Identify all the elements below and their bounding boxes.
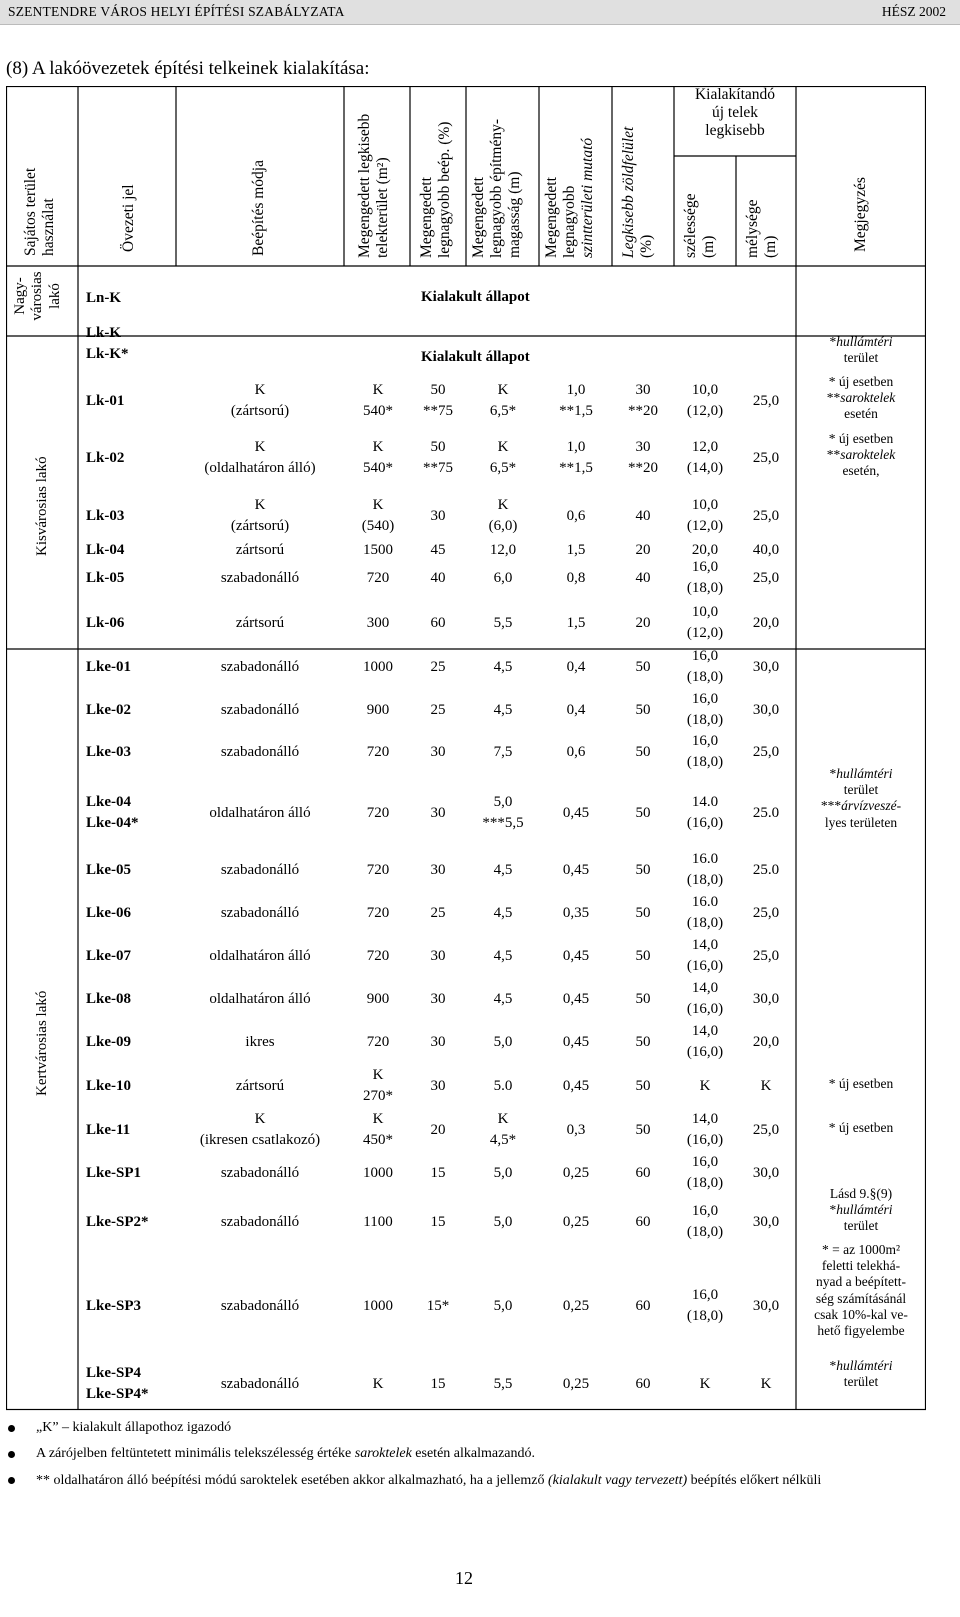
cell-w: 14,0 (16,0): [686, 980, 724, 1017]
cell-zone: Lk-01: [86, 392, 125, 409]
cell-d: 30,0: [752, 1213, 780, 1230]
cell-w: 14,0 (16,0): [686, 937, 724, 974]
cell-h: 5,0: [493, 1213, 513, 1230]
cell-lot: 1000: [363, 658, 393, 675]
cell-h: 5,0: [493, 1297, 513, 1314]
cell-zone: Lke-09: [86, 1033, 131, 1050]
cell-mode: szabadonálló: [220, 701, 300, 718]
cell-lot: 720: [366, 904, 390, 921]
cell-zone: Lk-04: [86, 541, 125, 558]
remark-block: * új esetben: [828, 1120, 894, 1135]
cell-mode: oldalhatáron álló: [209, 804, 311, 821]
cell-d: 30,0: [752, 1164, 780, 1181]
cell-mode: oldalhatáron álló: [209, 990, 311, 1007]
cell-d: 40,0: [752, 541, 780, 558]
cell-h: 4,5: [493, 990, 513, 1007]
cell-lot: 720: [366, 743, 390, 760]
cell-mode: zártsorú: [235, 541, 285, 558]
footnote-2: A zárójelben feltüntetett minimális telekszélesség értéke saroktelek esetén alkalmazandó.: [36, 1446, 536, 1461]
cell-g: 50: [635, 804, 651, 821]
cell-zone: Ln-K: [86, 289, 122, 306]
cell-mode: szabadonálló: [220, 658, 300, 675]
cell-g: 60: [635, 1213, 651, 1230]
cell-w: 16.0 (18,0): [686, 851, 724, 888]
cell-zone: Lke-04 Lke-04*: [86, 794, 139, 831]
cell-mode: szabadonálló: [220, 904, 300, 921]
cell-r: 0,8: [566, 569, 586, 586]
cell-w: 14,0 (16,0): [686, 1111, 724, 1148]
cell-w: 10,0 (12,0): [686, 604, 724, 641]
cell-mode: szabadonálló: [220, 861, 300, 878]
cell-w: 14.0 (16,0): [686, 794, 724, 831]
cell-zone: Lke-07: [86, 947, 131, 964]
cell-zone: Lke-01: [86, 658, 131, 675]
header-remarks: Megjegyzés: [852, 177, 869, 252]
cell-mode: oldalhatáron álló: [209, 947, 311, 964]
remark-block: * új esetben **saroktelek esetén: [826, 374, 896, 422]
cell-cov: 25: [430, 904, 446, 921]
cell-h: 12,0: [489, 541, 517, 558]
footnote-1: „K” – kialakult állapothoz igazodó: [36, 1420, 232, 1435]
cell-d: 25,0: [752, 507, 780, 524]
remark-block: *hullámtéri terület: [829, 334, 893, 366]
page-header: [0, 0, 960, 25]
header-build-mode: Beépítés módja: [250, 160, 267, 256]
cell-d: 25.0: [752, 861, 780, 878]
cell-r: 0,35: [562, 904, 590, 921]
cell-cov: 30: [430, 804, 446, 821]
cell-zone: Lke-SP3: [86, 1297, 142, 1314]
cell-g: 30 **20: [628, 382, 658, 419]
cell-lot: K (540): [361, 497, 395, 534]
cell-r: 0,4: [566, 658, 586, 675]
cell-r: 0,6: [566, 507, 586, 524]
cell-r: 0,45: [562, 990, 590, 1007]
cell-r: 1,5: [566, 541, 586, 558]
cell-mode: K (zártsorú): [230, 382, 290, 419]
footnote-3: ** oldalhatáron álló beépítési módú saroktelek esetében akkor alkalmazható, ha a jellemző (kialakult vagy tervezett) beépítés előkert nélküli: [36, 1473, 822, 1488]
cell-g: 50: [635, 990, 651, 1007]
cell-cov: 30: [430, 1077, 446, 1094]
cell-w: K: [699, 1375, 711, 1392]
header-max-height: Megengedett legnagyobb építmény- magasság (m): [470, 118, 523, 258]
cell-g: 50: [635, 701, 651, 718]
document-code: HÉSZ 2002: [881, 4, 946, 19]
cell-zone: Lk-K Lk-K*: [86, 325, 129, 362]
established-state-ln: Kialakult állapot: [421, 289, 530, 305]
cell-h: 7,5: [493, 743, 513, 760]
cell-zone: Lke-08: [86, 990, 131, 1007]
cell-zone: Lke-05: [86, 861, 131, 878]
cell-cov: 50 **75: [423, 382, 453, 419]
cell-cov: 20: [430, 1121, 446, 1138]
cell-lot: 720: [366, 947, 390, 964]
cell-lot: 1500: [363, 541, 393, 558]
cell-h: 5.0: [493, 1077, 513, 1094]
cell-g: 50: [635, 658, 651, 675]
cell-mode: szabadonálló: [220, 743, 300, 760]
cell-r: 0,6: [566, 743, 586, 760]
cell-w: 16,0 (18,0): [686, 691, 724, 728]
bullet-icon: [8, 1477, 15, 1484]
cell-cov: 30: [430, 743, 446, 760]
cell-mode: szabadonálló: [220, 1375, 300, 1392]
cell-g: 50: [635, 743, 651, 760]
cell-zone: Lk-06: [86, 614, 125, 631]
cell-h: 5,5: [493, 614, 513, 631]
cell-w: 10,0 (12,0): [686, 497, 724, 534]
cell-w: 16,0 (18,0): [686, 733, 724, 770]
cell-lot: 900: [366, 701, 390, 718]
cell-cov: 50 **75: [423, 439, 453, 476]
cell-zone: Lke-06: [86, 904, 131, 921]
cell-w: 16,0 (18,0): [686, 1203, 724, 1240]
cell-zone: Lke-SP4 Lke-SP4*: [86, 1365, 149, 1402]
cell-mode: zártsorú: [235, 614, 285, 631]
cell-r: 0,3: [566, 1121, 586, 1138]
header-width: szélessége (m): [682, 193, 717, 258]
cell-lot: K 450*: [363, 1111, 393, 1148]
zoning-table: [6, 86, 926, 1450]
cell-lot: 720: [366, 804, 390, 821]
cell-h: 4,5: [493, 904, 513, 921]
cell-d: 25.0: [752, 804, 780, 821]
header-new-lot-group: Kialakítandó új telek legkisebb: [694, 86, 776, 139]
cell-mode: K (oldalhatáron álló): [204, 439, 316, 476]
cell-h: 5,0 ***5,5: [482, 794, 524, 831]
cell-g: 50: [635, 1121, 651, 1138]
cell-cov: 25: [430, 658, 446, 675]
cell-cov: 15: [430, 1164, 446, 1181]
cell-lot: 1000: [363, 1164, 393, 1181]
cell-r: 0,45: [562, 1077, 590, 1094]
header-min-green: Legkisebb zöldfelület (%): [620, 126, 655, 258]
cell-lot: 300: [366, 614, 390, 631]
cell-zone: Lke-SP1: [86, 1164, 142, 1181]
cell-r: 1,0 **1,5: [559, 382, 593, 419]
cell-h: 4,5: [493, 658, 513, 675]
cell-g: 50: [635, 861, 651, 878]
header-depth: mélysége (m): [744, 199, 779, 258]
cell-d: 20,0: [752, 614, 780, 631]
cell-w: 16.0 (18,0): [686, 894, 724, 931]
document-title: SZENTENDRE VÁROS HELYI ÉPÍTÉSI SZABÁLYZATA: [8, 4, 345, 19]
cell-h: K 4,5*: [489, 1111, 517, 1148]
cell-lot: K 270*: [363, 1067, 393, 1104]
cell-mode: K (zártsorú): [230, 497, 290, 534]
cell-d: 20,0: [752, 1033, 780, 1050]
cell-zone: Lke-03: [86, 743, 131, 760]
cell-d: 25,0: [752, 1121, 780, 1138]
cell-lot: 720: [366, 1033, 390, 1050]
remark-block: * új esetben **saroktelek esetén,: [826, 431, 896, 479]
cell-cov: 30: [430, 947, 446, 964]
cell-mode: zártsorú: [235, 1077, 285, 1094]
cell-d: 30,0: [752, 658, 780, 675]
header-zone: Övezeti jel: [120, 184, 137, 252]
cell-zone: Lk-05: [86, 569, 125, 586]
cell-d: 30,0: [752, 990, 780, 1007]
cell-r: 0,25: [562, 1375, 590, 1392]
cell-h: 5,5: [493, 1375, 513, 1392]
cell-r: 0,45: [562, 1033, 590, 1050]
cell-d: K: [760, 1375, 772, 1392]
remark-block: * új esetben: [828, 1076, 894, 1091]
remark-block: Lásd 9.§(9) *hullámtéri terület: [829, 1186, 893, 1234]
cell-g: 30 **20: [628, 439, 658, 476]
cell-cov: 15*: [426, 1297, 450, 1314]
cell-d: 30,0: [752, 1297, 780, 1314]
cell-h: 6,0: [493, 569, 513, 586]
cell-lot: 1000: [363, 1297, 393, 1314]
cell-g: 50: [635, 904, 651, 921]
cell-d: 25,0: [752, 449, 780, 466]
cell-h: 4,5: [493, 701, 513, 718]
cell-d: 25,0: [752, 569, 780, 586]
cell-w: 16,0 (18,0): [686, 1287, 724, 1324]
group-kertvarosias: Kertvárosias lakó: [34, 990, 50, 1096]
group-kisvarosias: Kisvárosias lakó: [34, 456, 50, 556]
cell-g: 20: [635, 541, 651, 558]
cell-w: 20,0: [691, 541, 719, 558]
cell-cov: 30: [430, 861, 446, 878]
cell-zone: Lk-03: [86, 507, 125, 524]
cell-g: 40: [635, 569, 651, 586]
cell-h: 4,5: [493, 947, 513, 964]
cell-w: 10,0 (12,0): [686, 382, 724, 419]
cell-lot: 1100: [363, 1213, 393, 1230]
cell-cov: 60: [430, 614, 446, 631]
bullet-icon: [8, 1425, 15, 1432]
cell-w: 16,0 (18,0): [686, 559, 724, 596]
cell-r: 0,45: [562, 804, 590, 821]
cell-lot: 720: [366, 569, 390, 586]
cell-cov: 15: [430, 1375, 446, 1392]
header-min-lot-area: Megengedett legkisebb telekterület (m²): [356, 113, 391, 258]
cell-mode: szabadonálló: [220, 1297, 300, 1314]
cell-r: 0,25: [562, 1297, 590, 1314]
cell-zone: Lk-02: [86, 449, 125, 466]
cell-h: 5,0: [493, 1033, 513, 1050]
cell-g: 60: [635, 1375, 651, 1392]
cell-cov: 25: [430, 701, 446, 718]
cell-w: K: [699, 1077, 711, 1094]
cell-cov: 40: [430, 569, 446, 586]
cell-g: 40: [635, 507, 651, 524]
cell-cov: 15: [430, 1213, 446, 1230]
cell-r: 0,45: [562, 947, 590, 964]
page-number: 12: [455, 1568, 473, 1588]
cell-h: K 6,5*: [489, 439, 517, 476]
cell-lot: 900: [366, 990, 390, 1007]
cell-d: 25,0: [752, 743, 780, 760]
cell-r: 1,0 **1,5: [559, 439, 593, 476]
cell-lot: K: [372, 1375, 384, 1392]
cell-g: 60: [635, 1164, 651, 1181]
cell-h: 5,0: [493, 1164, 513, 1181]
cell-mode: K (ikresen csatlakozó): [199, 1111, 321, 1148]
cell-h: K (6,0): [488, 497, 518, 534]
cell-w: 16,0 (18,0): [686, 648, 724, 685]
header-land-use: Sajátos terület használat: [22, 167, 57, 256]
cell-g: 50: [635, 1077, 651, 1094]
cell-mode: szabadonálló: [220, 569, 300, 586]
cell-d: 25,0: [752, 392, 780, 409]
header-max-floor-ratio: Megengedett legnagyobb szintterületi mutató: [543, 137, 596, 258]
cell-lot: K 540*: [363, 439, 393, 476]
cell-zone: Lke-SP2*: [86, 1213, 149, 1230]
cell-mode: szabadonálló: [220, 1213, 300, 1230]
cell-h: K 6,5*: [489, 382, 517, 419]
cell-cov: 30: [430, 990, 446, 1007]
cell-g: 60: [635, 1297, 651, 1314]
cell-lot: K 540*: [363, 382, 393, 419]
cell-d: 25,0: [752, 904, 780, 921]
cell-r: 0,4: [566, 701, 586, 718]
cell-mode: szabadonálló: [220, 1164, 300, 1181]
cell-w: 16,0 (18,0): [686, 1154, 724, 1191]
cell-w: 12,0 (14,0): [686, 439, 724, 476]
cell-d: 30,0: [752, 701, 780, 718]
cell-lot: 720: [366, 861, 390, 878]
group-nagyvarosias: Nagy- városias lakó: [12, 271, 63, 321]
cell-d: K: [760, 1077, 772, 1094]
cell-r: 0,45: [562, 861, 590, 878]
cell-zone: Lke-02: [86, 701, 131, 718]
cell-g: 50: [635, 1033, 651, 1050]
cell-g: 50: [635, 947, 651, 964]
cell-zone: Lke-10: [86, 1077, 131, 1094]
cell-g: 20: [635, 614, 651, 631]
section-title: (8) A lakóövezetek építési telkeinek kialakítása:: [6, 58, 370, 79]
cell-cov: 30: [430, 1033, 446, 1050]
remark-block: *hullámtéri terület ***árvízveszé- lyes területen: [820, 766, 902, 830]
remark-block: * = az 1000m² feletti telekhá- nyad a beépített- ség számításánál csak 10%-kal ve- hető figyelembe: [814, 1242, 908, 1338]
cell-w: 14,0 (16,0): [686, 1023, 724, 1060]
cell-mode: ikres: [245, 1033, 275, 1050]
cell-d: 25,0: [752, 947, 780, 964]
cell-r: 1,5: [566, 614, 586, 631]
cell-cov: 45: [430, 541, 446, 558]
cell-zone: Lke-11: [86, 1121, 131, 1138]
cell-r: 0,25: [562, 1164, 590, 1181]
cell-cov: 30: [430, 507, 446, 524]
cell-h: 4,5: [493, 861, 513, 878]
remark-block: *hullámtéri terület: [829, 1358, 893, 1390]
bullet-icon: [8, 1451, 15, 1458]
established-state-lk: Kialakult állapot: [421, 349, 530, 365]
header-max-coverage: Megengedett legnagyobb beép. (%): [418, 121, 453, 258]
cell-r: 0,25: [562, 1213, 590, 1230]
